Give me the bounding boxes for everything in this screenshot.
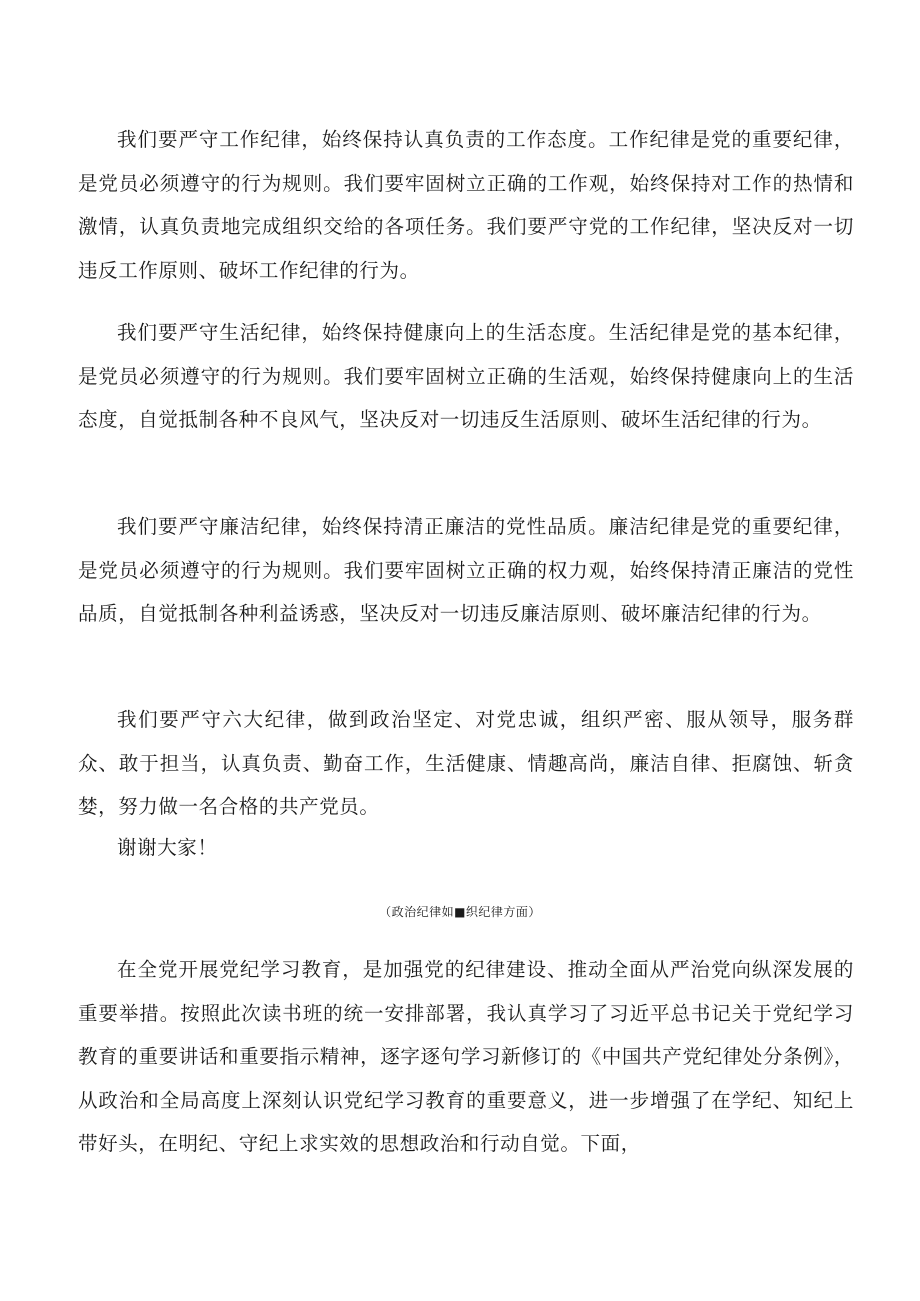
paragraph-six-disciplines: 我们要严守六大纪律，做到政治坚定、对党忠诚，组织严密、服从领导，服务群众、敢于担当，认真负责、勤奋工作，生活健康、情趣高尚，廉洁自律、拒腐蚀、斩贪婪，努力做一名合格的共产党员。 (78, 708, 854, 818)
paragraph-study-education: 在全党开展党纪学习教育，是加强党的纪律建设、推动全面从严治党向纵深发展的重要举措。按照此次读书班的统一安排部署，我认真学习了习近平总书记关于党纪学习教育的重要讲话和重要指示精神，逐字逐句学习新修订的《中国共产党纪律处分条例》，从政治和全局高度上深刻认识党纪学习教育的重要意义，进一步增强了在学纪、知纪上带好头，在明纪、守纪上求实效的思想政治和行动自觉。下面， (78, 958, 854, 1155)
paragraph-integrity-discipline: 我们要严守廉洁纪律，始终保持清正廉洁的党性品质。廉洁纪律是党的重要纪律，是党员必须遵守的行为规则。我们要牢固树立正确的权力观，始终保持清正廉洁的党性品质，自觉抵制各种利益诱惑，坚决反对一切违反廉洁原则、破坏廉洁纪律的行为。 (78, 515, 854, 625)
paragraph-work-discipline: 我们要严守工作纪律，始终保持认真负责的工作态度。工作纪律是党的重要纪律，是党员必须遵守的行为规则。我们要牢固树立正确的工作观，始终保持对工作的热情和激情，认真负责地完成组织交给的各项任务。我们要严守党的工作纪律，坚决反对一切违反工作原则、破坏工作纪律的行为。 (78, 128, 854, 282)
closing-thanks: 谢谢大家！ (117, 836, 218, 859)
paragraph-life-discipline: 我们要严守生活纪律，始终保持健康向上的生活态度。生活纪律是党的基本纪律，是党员必须遵守的行为规则。我们要牢固树立正确的生活观，始终保持健康向上的生活态度，自觉抵制各种不良风气，坚决反对一切违反生活原则、破坏生活纪律的行为。 (78, 321, 854, 431)
section-note: （政治纪律如■织纪律方面） (379, 905, 541, 919)
